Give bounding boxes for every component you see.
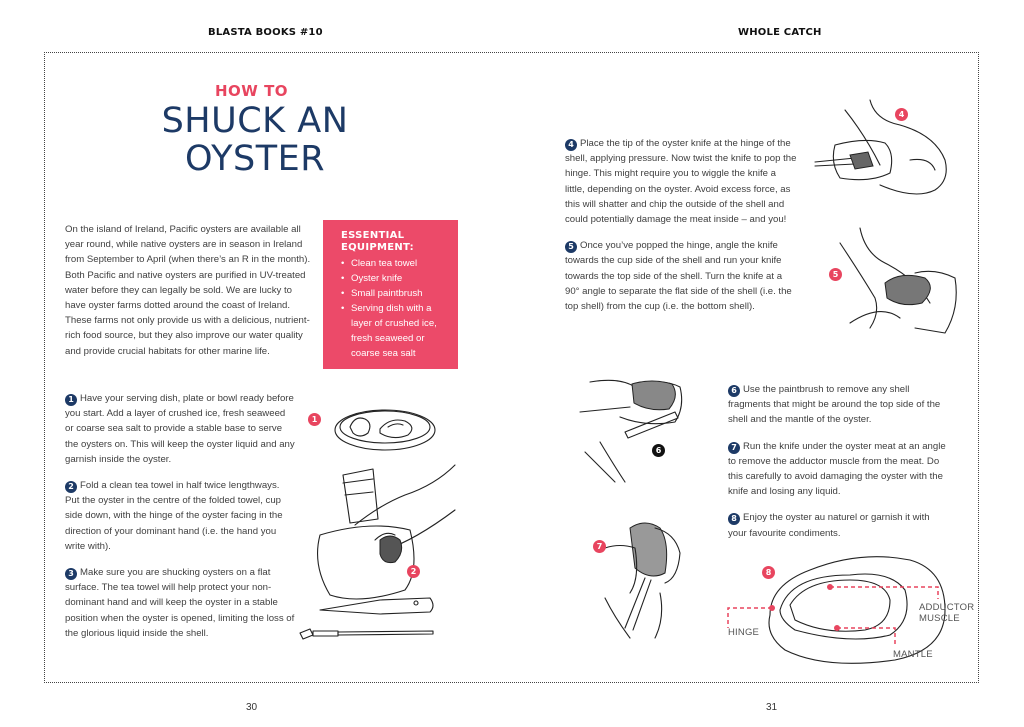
step-number-badge: 7	[728, 442, 740, 454]
illustration-badge-6: 6	[652, 444, 665, 457]
running-head-left: BLASTA BOOKS #10	[208, 27, 323, 38]
step-number-badge: 1	[65, 394, 77, 406]
step-number-badge: 3	[65, 568, 77, 580]
title-line-1: SHUCK AN	[161, 101, 349, 141]
step-7	[728, 439, 948, 500]
steps-left-column	[65, 391, 295, 652]
step-text: Use the paintbrush to remove any shell fragments that might be around the top side of the shell and the mantle of the oyster.	[728, 384, 941, 426]
hinge-marker	[769, 605, 775, 611]
step-5-hand-opening-illustration	[840, 228, 960, 338]
adductor-muscle-label	[919, 602, 974, 624]
step-8	[728, 510, 948, 540]
page-title	[150, 102, 360, 178]
step-number-badge: 4	[565, 139, 577, 151]
oyster-meat-outline	[780, 574, 907, 639]
towel-hand-illustration	[315, 455, 465, 615]
adductor-label-line-1: ADDUCTOR	[919, 602, 975, 613]
illustration-badge-2: 2	[407, 565, 420, 578]
equipment-list	[341, 256, 448, 361]
page-number-left: 30	[246, 702, 258, 713]
equipment-heading-line-1: ESSENTIAL	[341, 230, 405, 241]
intro-paragraph: On the island of Ireland, Pacific oysters are available all year round, while native oysters are in season in Ireland from September to April (when there’s an R in the month). Both Pacific and native oysters are purified in UV-treated water before they can legally be sold. We are lucky to have oyster farms dotted around the coast of Ireland. These farms not only provide us with a delicious, nutrient-rich food source, but they also improve our water quality and provide crucial habitats for other marine life.	[65, 224, 311, 357]
title-line-2: OYSTER	[184, 139, 326, 179]
hinge-label: HINGE	[728, 627, 760, 638]
step-number-badge: 8	[728, 513, 740, 525]
page-number-right: 31	[766, 702, 778, 713]
illustration-badge-8: 8	[762, 566, 775, 579]
steps-right-bottom-column	[728, 382, 948, 552]
equipment-heading	[341, 230, 448, 254]
step-text: Once you’ve popped the hinge, angle the knife towards the cup side of the shell and run your knife towards the top side of the shell. Turn the knife at a 90° angle to separate the flat side of the shell (i.e. the top shell) from the cup (i.e. the bottom shell).	[565, 240, 792, 313]
equipment-item: • Clean tea towel	[351, 256, 448, 271]
step-6-paintbrush-illustration	[580, 372, 700, 472]
illustration-badge-7: 7	[593, 540, 606, 553]
step-text: Fold a clean tea towel in half twice lengthways. Put the oyster in the centre of the folded towel, cup side down, with the hinge of the oyster facing in the direction of your dominant hand (i.e. the hand you write with).	[65, 480, 283, 552]
knife-brush-illustration	[298, 595, 448, 645]
step-text: Enjoy the oyster au naturel or garnish it with your favourite condiments.	[728, 512, 930, 539]
step-1	[65, 391, 295, 467]
adductor-marker	[827, 584, 833, 590]
adductor-label-line-2: MUSCLE	[919, 613, 960, 624]
step-6	[728, 382, 948, 428]
running-head-right: WHOLE CATCH	[738, 27, 822, 38]
equipment-item: • Oyster knife	[351, 271, 448, 286]
equipment-heading-line-2: EQUIPMENT:	[341, 242, 414, 253]
step-number-badge: 2	[65, 481, 77, 493]
equipment-item: • Serving dish with a layer of crushed ice, fresh seaweed or coarse sea salt	[351, 301, 448, 361]
step-text: Place the tip of the oyster knife at the hinge of the shell, applying pressure. Now twist the knife to pop the hinge. This might require you to wiggle the knife a little, depending on the oyster. Avoid excess force, as this will shatter and chip the outside of the shell and could potentially damage the meat inside – and you!	[565, 138, 797, 226]
step-text: Have your serving dish, plate or bowl ready before you start. Add a layer of crushed ice, fresh seaweed or coarse sea salt to provide a stable base to serve the oysters on. This will keep the oyster liquid and any garnish inside the oyster.	[65, 393, 295, 465]
step-text: Run the knife under the oyster meat at an angle to remove the adductor muscle from the meat. Do this carefully to avoid damaging the oyster with the knife and losing any liquid.	[728, 440, 946, 498]
step-number-badge: 6	[728, 385, 740, 397]
step-3	[65, 565, 295, 641]
equipment-item: • Small paintbrush	[351, 286, 448, 301]
step-2	[65, 478, 295, 554]
mantle-label: MANTLE	[893, 649, 933, 660]
illustration-badge-5: 5	[829, 268, 842, 281]
step-7-knife-meat-illustration	[595, 518, 705, 638]
illustration-badge-1: 1	[308, 413, 321, 426]
step-5	[565, 238, 797, 314]
kicker: HOW TO	[215, 82, 289, 100]
equipment-box	[323, 220, 458, 369]
step-4	[565, 136, 797, 227]
steps-right-top-column	[565, 136, 797, 325]
step-text: Make sure you are shucking oysters on a flat surface. The tea towel will help protect your non-dominant hand and will keep the oyster in a stable position when the oyster is opened, limiting the loss of the glorious liquid inside the shell.	[65, 567, 295, 639]
mantle-marker	[834, 625, 840, 631]
step-number-badge: 5	[565, 241, 577, 253]
step-4-hand-knife-illustration	[815, 100, 955, 210]
illustration-badge-4: 4	[895, 108, 908, 121]
